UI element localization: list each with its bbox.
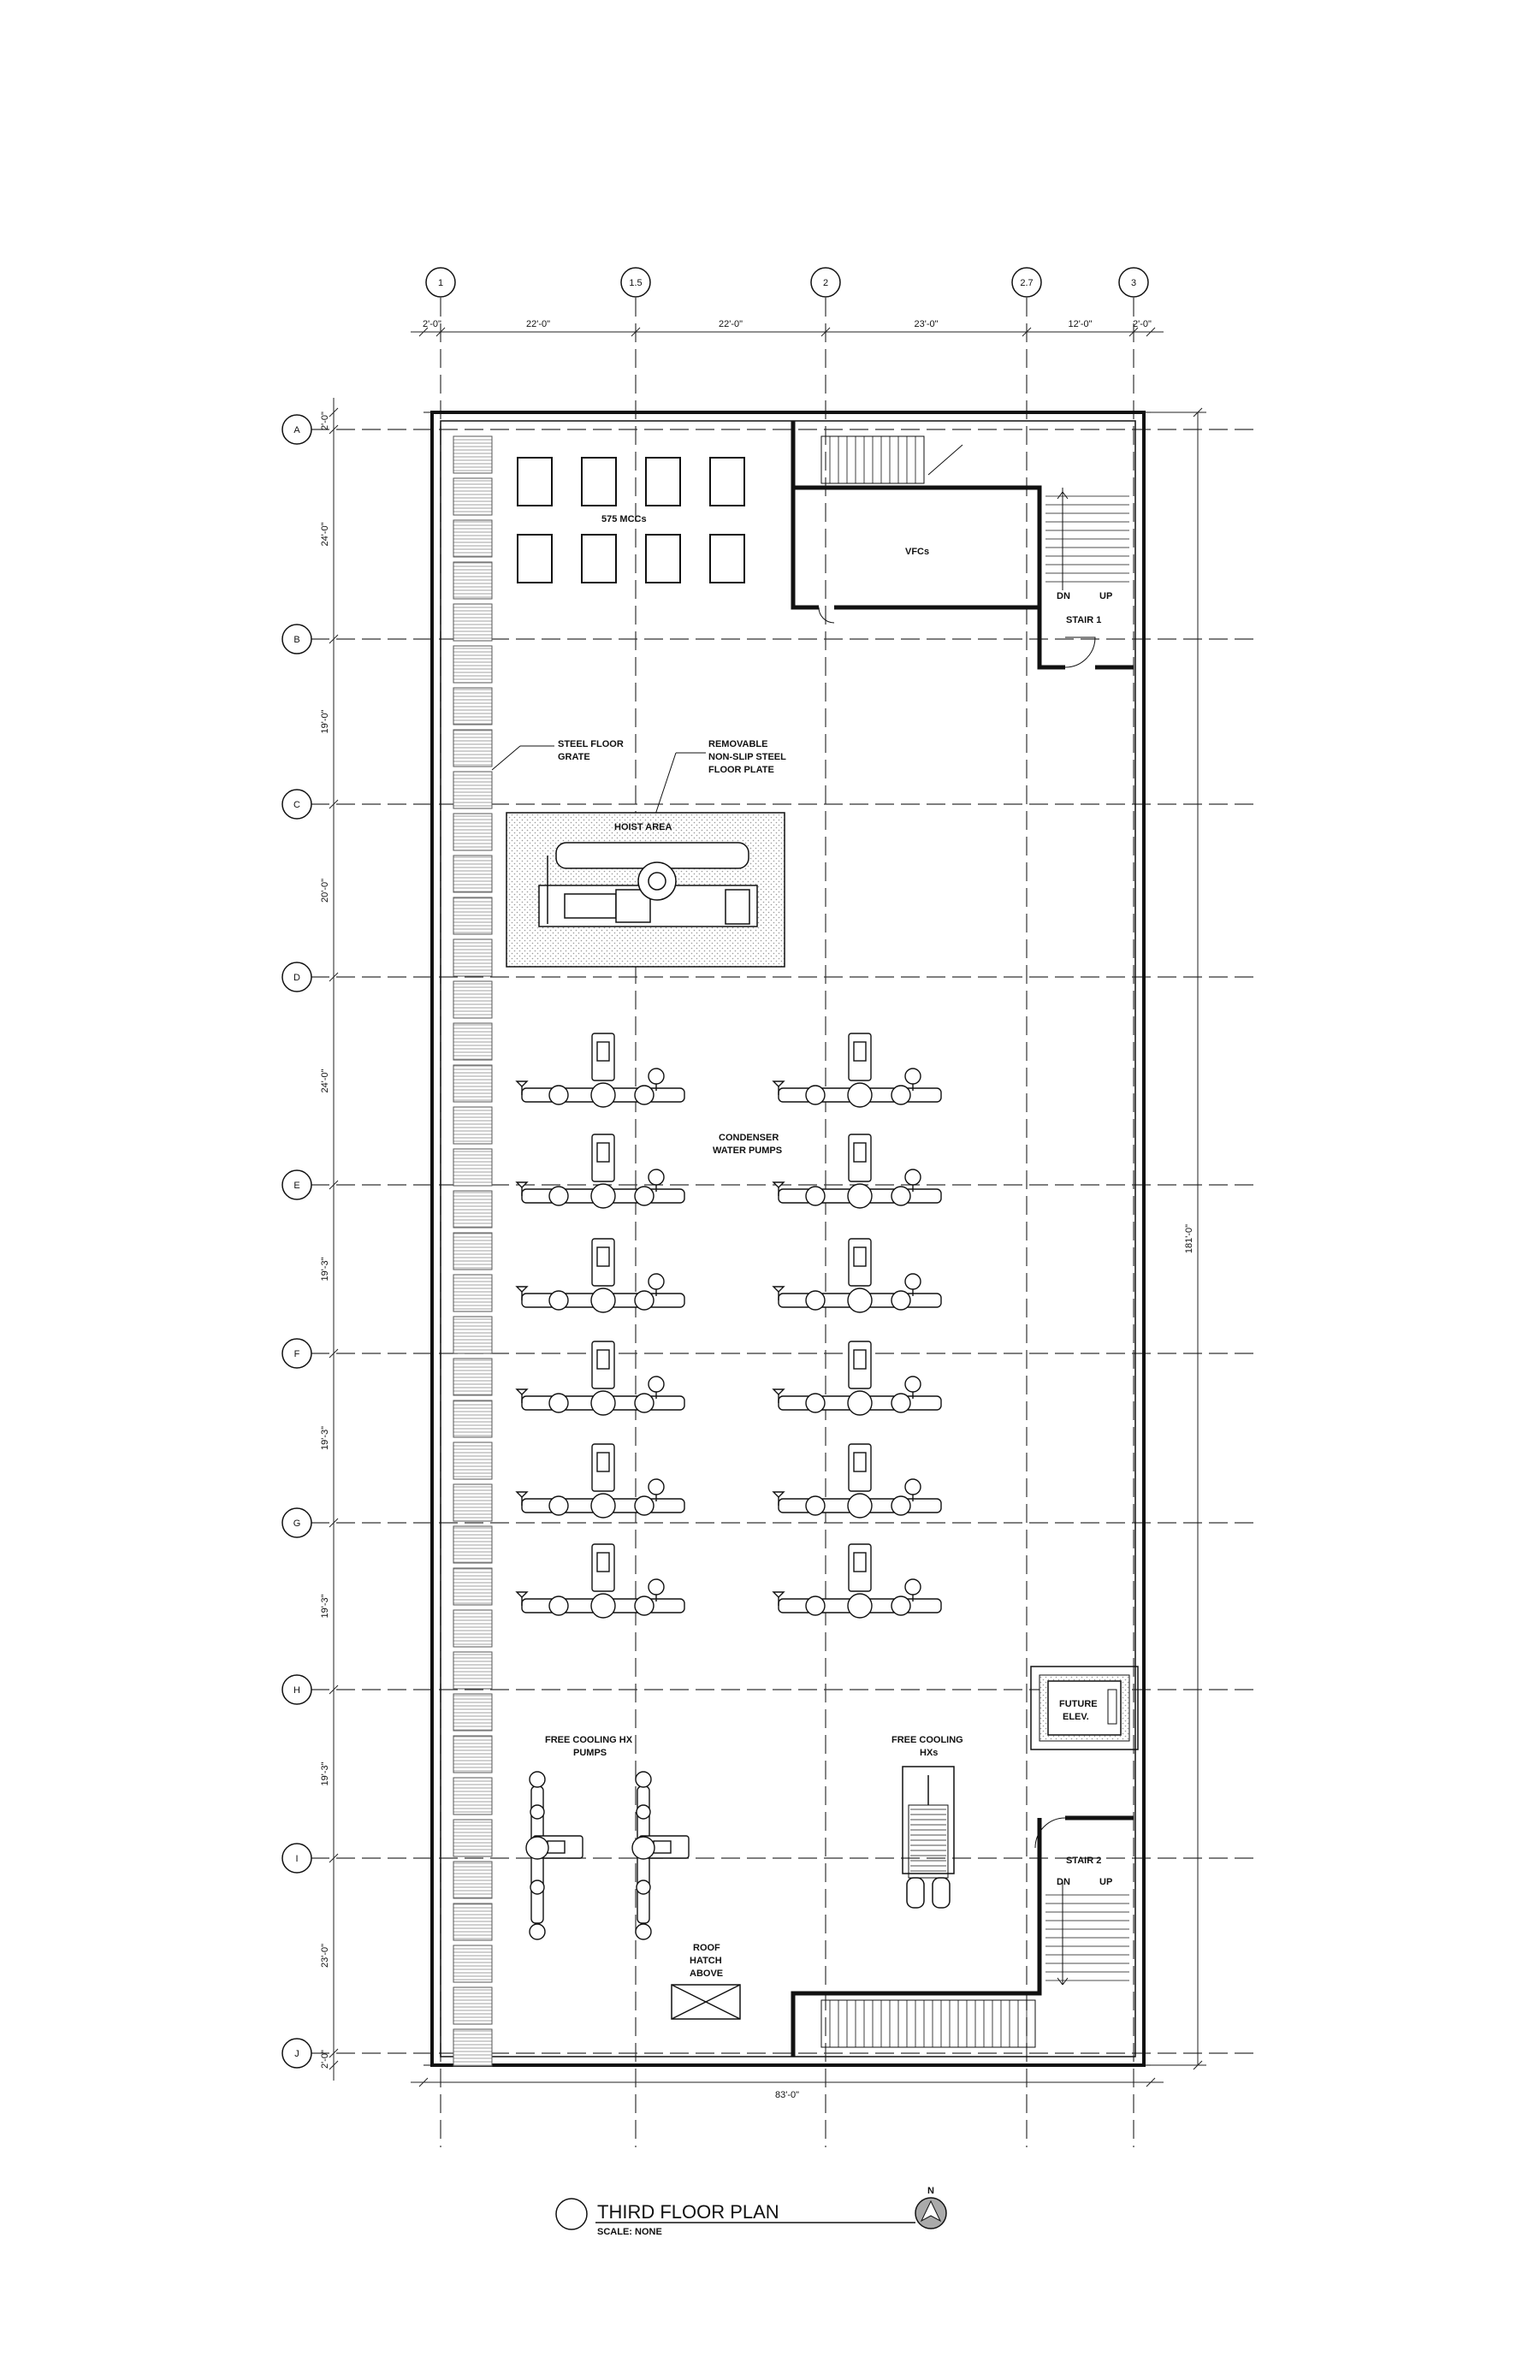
grate-panel: [453, 1359, 492, 1395]
grate-panel: [453, 1652, 492, 1689]
grate-panel: [453, 1694, 492, 1731]
grate-panel: [453, 1903, 492, 1940]
row-bubble-label: D: [293, 973, 300, 983]
elev-label-2: ELEV.: [1063, 1712, 1089, 1722]
row-bubble-label: J: [294, 2049, 299, 2059]
dim-text-left: 23'-0": [320, 1943, 330, 1969]
pump-icon: [517, 1444, 684, 1518]
cwp-label-2: WATER PUMPS: [713, 1146, 783, 1156]
grate-panel: [453, 478, 492, 515]
grate-panel: [453, 2029, 492, 2066]
row-bubble-label: G: [293, 1519, 301, 1529]
grate-panel: [453, 1107, 492, 1144]
stair-1: [821, 436, 1134, 667]
dim-text-bottom: 83'-0": [774, 2090, 800, 2100]
grate-panel: [453, 520, 492, 557]
row-bubble-label: A: [293, 425, 300, 435]
column-bubble-label: 2.7: [1020, 278, 1034, 288]
row-bubble-label: B: [293, 635, 300, 645]
pump-icon: [773, 1239, 941, 1312]
grate-panel: [453, 897, 492, 934]
dim-text-left: 2'-0": [320, 2050, 330, 2069]
pump-icon: [773, 1134, 941, 1208]
grate-panel: [453, 688, 492, 725]
plate-leader: [654, 753, 676, 817]
grate-panel: [453, 772, 492, 808]
dim-text-left: 24'-0": [320, 522, 330, 547]
dim-text-right: 181'-0": [1184, 1223, 1194, 1254]
pump-icon: [517, 1134, 684, 1208]
grate-panel: [453, 646, 492, 683]
grid-lines: [311, 298, 1258, 2147]
grate-label-2: GRATE: [558, 752, 590, 762]
dimension-strings: [320, 319, 1206, 2100]
dim-text-top: 2'-0": [423, 319, 441, 329]
dim-text-top: 23'-0": [914, 319, 939, 329]
grate-panel: [453, 1736, 492, 1773]
grate-panel: [453, 981, 492, 1018]
grate-panel: [453, 814, 492, 850]
dim-text-left: 19'-3": [320, 1425, 330, 1451]
steel-floor-grate: [453, 436, 492, 2066]
fcx-label-2: HXs: [920, 1748, 939, 1758]
fchx-label-1: FREE COOLING HX: [545, 1735, 633, 1745]
dim-text-left: 19'-3": [320, 1761, 330, 1786]
cwp-label-1: CONDENSER: [719, 1133, 779, 1143]
grate-panel: [453, 1023, 492, 1060]
stair2-dn: DN: [1057, 1877, 1070, 1887]
pump-icon: [517, 1033, 684, 1107]
column-bubble-label: 2: [822, 278, 829, 288]
grate-panel: [453, 436, 492, 473]
pump-icon: [517, 1341, 684, 1415]
dim-text-left: 19'-3": [320, 1594, 330, 1619]
dim-text-left: 19'-0": [320, 709, 330, 734]
north-label: N: [927, 2186, 934, 2196]
fcx-label-1: FREE COOLING: [891, 1735, 963, 1745]
dim-text-left: 24'-0": [320, 1069, 330, 1093]
stair2-label: STAIR 2: [1066, 1856, 1102, 1866]
hx-pump-icon: [526, 1772, 583, 1939]
grate-panel: [453, 1275, 492, 1311]
row-bubble-label: E: [293, 1181, 300, 1191]
grate-panel: [453, 1945, 492, 1982]
free-cooling-hxs: [903, 1767, 954, 1908]
column-bubble-label: 1.5: [629, 278, 643, 288]
hoist-label: HOIST AREA: [614, 822, 672, 832]
stair1-dn: DN: [1057, 591, 1070, 601]
column-bubble-label: 3: [1130, 278, 1137, 288]
mcc-label: 575 MCCs: [601, 514, 647, 524]
row-bubble-label: F: [293, 1349, 300, 1359]
hatch-label-2: HATCH: [690, 1956, 722, 1966]
roof-hatch: [672, 1985, 740, 2019]
grate-panel: [453, 1778, 492, 1815]
hatch-label-3: ABOVE: [690, 1969, 724, 1979]
grate-panel: [453, 1526, 492, 1563]
dim-text-top: 22'-0": [525, 319, 551, 329]
dim-text-left: 19'-3": [320, 1257, 330, 1282]
grate-panel: [453, 1149, 492, 1186]
pump-icon: [773, 1544, 941, 1618]
dim-text-left: 2'-0": [320, 411, 330, 430]
grate-panel: [453, 1484, 492, 1521]
stair1-up: UP: [1099, 591, 1113, 601]
row-bubbles: [282, 415, 311, 2068]
elev-label-1: FUTURE: [1059, 1699, 1098, 1709]
grate-panel: [453, 1065, 492, 1102]
grate-panel: [453, 1862, 492, 1898]
grate-panel: [453, 1820, 492, 1856]
column-bubble-label: 1: [437, 278, 444, 288]
stair-2: [793, 1818, 1134, 2057]
grate-panel: [453, 855, 492, 892]
hatch-label-1: ROOF: [693, 1943, 720, 1953]
grate-panel: [453, 604, 492, 641]
row-bubble-label: H: [293, 1685, 300, 1696]
fchx-label-2: PUMPS: [573, 1748, 607, 1758]
stair2-up: UP: [1099, 1877, 1113, 1887]
grate-panel: [453, 1568, 492, 1605]
grate-panel: [453, 1233, 492, 1270]
grate-panel: [453, 939, 492, 976]
dim-text-left: 20'-0": [320, 878, 330, 903]
grate-panel: [453, 1987, 492, 2024]
pump-icon: [773, 1341, 941, 1415]
grate-panel: [453, 1317, 492, 1353]
free-cooling-hx-pumps: [526, 1772, 689, 1939]
condenser-water-pumps: [517, 1033, 941, 1618]
grate-leader: [492, 746, 520, 770]
pump-icon: [773, 1033, 941, 1107]
dim-text-top: 12'-0": [1068, 319, 1093, 329]
grate-panel: [453, 1610, 492, 1647]
drawing-scale: SCALE: NONE: [597, 2227, 662, 2237]
grate-panel: [453, 562, 492, 599]
dim-text-top: 22'-0": [718, 319, 743, 329]
pump-icon: [517, 1544, 684, 1618]
column-bubbles: [426, 268, 1148, 297]
grate-panel: [453, 730, 492, 767]
row-bubble-label: C: [293, 800, 300, 810]
pump-icon: [773, 1444, 941, 1518]
plate-label-1: REMOVABLE: [708, 739, 768, 749]
grate-panel: [453, 1191, 492, 1228]
pump-icon: [517, 1239, 684, 1312]
stair1-label: STAIR 1: [1066, 615, 1102, 625]
grate-label-1: STEEL FLOOR: [558, 739, 624, 749]
drawing-title: THIRD FLOOR PLAN: [597, 2201, 779, 2223]
hx-pump-icon: [632, 1772, 689, 1939]
vfc-label: VFCs: [905, 547, 930, 557]
dim-text-top: 2'-0": [1133, 319, 1152, 329]
row-bubble-label: I: [295, 1854, 299, 1864]
plate-label-3: FLOOR PLATE: [708, 765, 774, 775]
plate-label-2: NON-SLIP STEEL: [708, 752, 786, 762]
grate-panel: [453, 1442, 492, 1479]
grate-panel: [453, 1400, 492, 1437]
